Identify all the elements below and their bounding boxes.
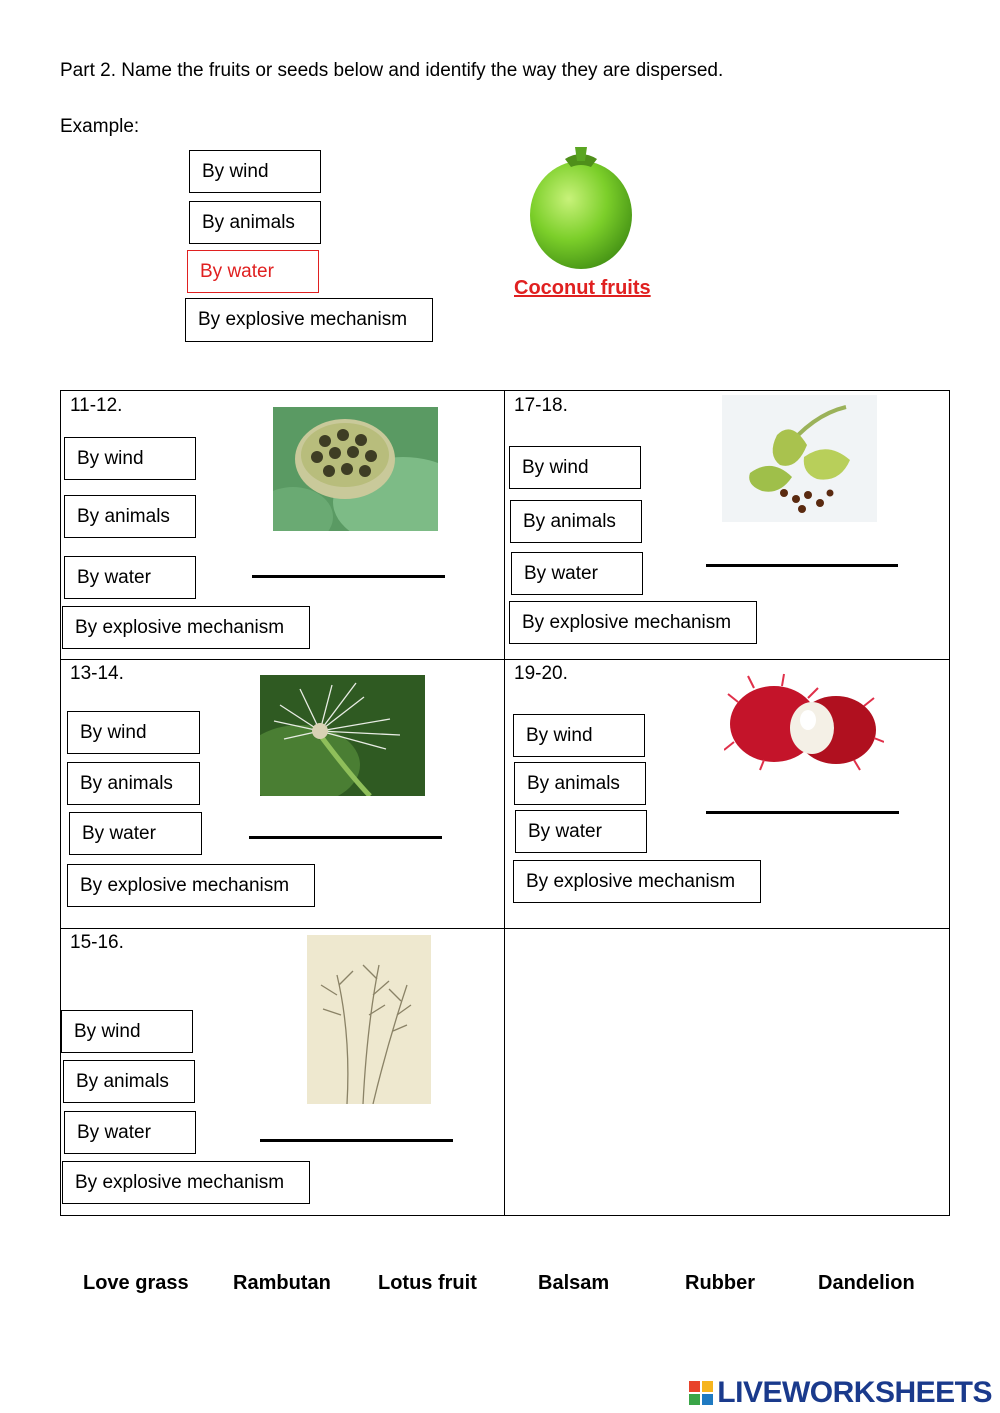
q15-option-wind[interactable]: By wind [61, 1010, 193, 1053]
lotus-fruit-image [273, 407, 438, 531]
q11-option-explosive[interactable]: By explosive mechanism [62, 606, 310, 649]
q17-option-wind[interactable]: By wind [509, 446, 641, 489]
word-bank-item[interactable]: Balsam [538, 1272, 610, 1294]
q15-option-animals[interactable]: By animals [63, 1060, 195, 1103]
q19-option-water[interactable]: By water [515, 810, 647, 853]
grid-divider-horizontal [60, 928, 950, 929]
q19-option-wind[interactable]: By wind [513, 714, 645, 757]
example-option-explosive[interactable]: By explosive mechanism [185, 298, 433, 342]
word-bank-item[interactable]: Love grass [83, 1272, 189, 1294]
example-label: Example: [60, 116, 140, 137]
q13-option-explosive[interactable]: By explosive mechanism [67, 864, 315, 907]
brand-name: LIVEWORKSHEETS [717, 1376, 992, 1409]
balsam-image [722, 395, 877, 522]
q19-option-explosive[interactable]: By explosive mechanism [513, 860, 761, 903]
q19-answer-line[interactable] [706, 811, 899, 814]
question-number: 11-12. [70, 395, 123, 416]
example-option-animals[interactable]: By animals [189, 201, 321, 244]
q15-option-explosive[interactable]: By explosive mechanism [62, 1161, 310, 1204]
question-number: 13-14. [70, 663, 124, 684]
q11-option-wind[interactable]: By wind [64, 437, 196, 480]
love-grass-image [307, 935, 431, 1104]
word-bank-item[interactable]: Rubber [685, 1272, 755, 1294]
question-number: 19-20. [514, 663, 568, 684]
liveworksheets-logo [689, 1376, 992, 1410]
q17-answer-line[interactable] [706, 564, 898, 567]
word-bank-item[interactable]: Lotus fruit [378, 1272, 477, 1294]
question-number: 15-16. [70, 932, 124, 953]
question-number: 17-18. [514, 395, 568, 416]
q17-option-explosive[interactable]: By explosive mechanism [509, 601, 757, 644]
q13-option-wind[interactable]: By wind [67, 711, 200, 754]
q15-option-water[interactable]: By water [64, 1111, 196, 1154]
q13-answer-line[interactable] [249, 836, 442, 839]
q11-option-animals[interactable]: By animals [64, 495, 196, 538]
q15-answer-line[interactable] [260, 1139, 453, 1142]
q17-option-animals[interactable]: By animals [510, 500, 642, 543]
grid-divider-horizontal [60, 659, 950, 660]
q11-answer-line[interactable] [252, 575, 445, 578]
example-answer: Coconut fruits [514, 277, 651, 299]
coconut-image [525, 143, 637, 271]
q13-option-water[interactable]: By water [69, 812, 202, 855]
q13-option-animals[interactable]: By animals [67, 762, 200, 805]
q19-option-animals[interactable]: By animals [514, 762, 646, 805]
word-bank-item[interactable]: Dandelion [818, 1272, 915, 1294]
q11-option-water[interactable]: By water [64, 556, 196, 599]
example-option-wind[interactable]: By wind [189, 150, 321, 193]
example-option-water-selected[interactable]: By water [187, 250, 319, 293]
word-bank-item[interactable]: Rambutan [233, 1272, 331, 1294]
q17-option-water[interactable]: By water [511, 552, 643, 595]
rambutan-image [724, 672, 884, 772]
dandelion-image [260, 675, 425, 796]
instructions: Part 2. Name the fruits or seeds below and identify the way they are dispersed. [60, 60, 724, 81]
logo-icon [689, 1381, 713, 1405]
grid-divider-vertical [504, 390, 505, 1216]
